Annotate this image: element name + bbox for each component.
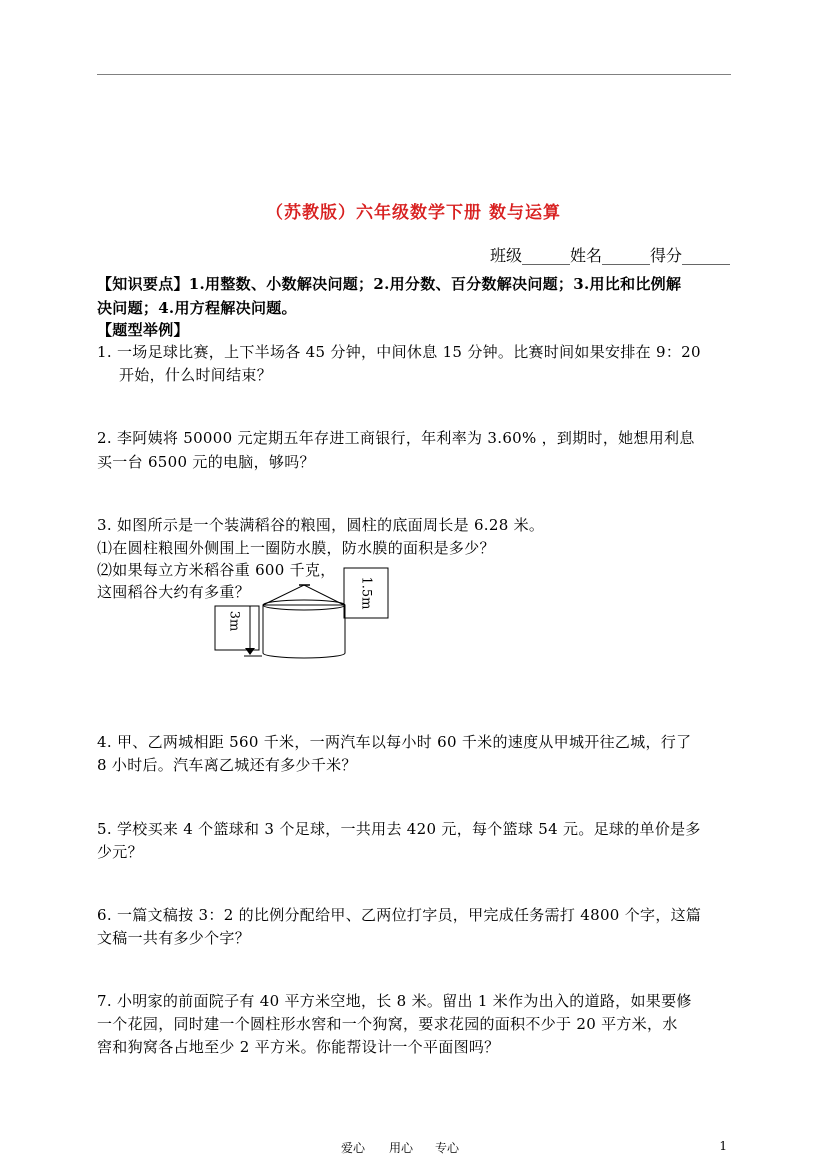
question-3-line-3: ⑵如果每立方米稻谷重 600 千克，	[97, 561, 336, 579]
footer-word-2: 用心	[389, 1141, 414, 1155]
question-1-line-2: 开始，什么时间结束？	[119, 366, 273, 384]
question-6-line-1: 6. 一篇文稿按 3：2 的比例分配给甲、乙两位打字员，甲完成任务需打 4800 个字，这篇	[97, 906, 702, 924]
page-number: 1	[719, 1139, 727, 1153]
footer-word-3: 专心	[435, 1141, 460, 1155]
knowledge-points-line-1: 【知识要点】1.用整数、小数解决问题；2.用分数、百分数解决问题；3.用比和比例解	[97, 275, 682, 293]
question-5-line-2: 少元？	[97, 843, 143, 861]
question-7-line-2: 一个花园，同时建一个圆柱形水窖和一个狗窝，要求花园的面积不少于 20 平方米，水	[97, 1015, 678, 1033]
knowledge-points-line-2: 决问题；4.用方程解决问题。	[97, 299, 297, 317]
cone-roof	[263, 585, 344, 605]
question-3-line-1: 3. 如图所示是一个装满稻谷的粮囤，圆柱的底面周长是 6.28 米。	[97, 516, 545, 534]
question-2-line-2: 买一台 6500 元的电脑，够吗？	[97, 453, 315, 471]
question-4-line-1: 4. 甲、乙两城相距 560 千米，一两汽车以每小时 60 千米的速度从甲城开往乙城，行了	[97, 733, 692, 751]
question-7-line-1: 7. 小明家的前面院子有 40 平方米空地，长 8 米。留出 1 米作为出入的道路，如果要修	[97, 992, 692, 1010]
question-5-line-1: 5. 学校买来 4 个篮球和 3 个足球，一共用去 420 元，每个篮球 54 元。足球的单价是多	[97, 820, 701, 838]
question-6-line-2: 文稿一共有多少个字？	[97, 929, 251, 947]
height-arrow-head	[245, 648, 255, 655]
cylinder-height-label: 3m	[226, 610, 242, 632]
question-2-line-1: 2. 李阿姨将 50000 元定期五年存进工商银行，年利率为 3.60% ，到期时，她想用利息	[97, 429, 695, 447]
question-3-line-2: ⑴在圆柱粮囤外侧围上一圈防水膜，防水膜的面积是多少？	[97, 539, 495, 557]
examples-heading: 【题型举例】	[97, 321, 189, 339]
cylinder-bottom-arc	[263, 653, 345, 658]
question-7-line-3: 窖和狗窝各占地至少 2 平方米。你能帮设计一个平面图吗？	[97, 1038, 500, 1056]
question-1-line-1: 1. 一场足球比赛，上下半场各 45 分钟，中间休息 15 分钟。比赛时间如果安排在 9：20	[97, 343, 701, 361]
student-info-line: 班级______姓名______得分______	[489, 246, 730, 265]
question-4-line-2: 8 小时后。汽车离乙城还有多少千米？	[97, 756, 357, 774]
page-title: （苏教版）六年级数学下册 数与运算	[266, 203, 561, 223]
cone-height-label: 1.5m	[358, 576, 374, 610]
question-3-line-4: 这囤稻谷大约有多重？	[97, 583, 251, 601]
footer-word-1: 爱心	[341, 1141, 366, 1155]
